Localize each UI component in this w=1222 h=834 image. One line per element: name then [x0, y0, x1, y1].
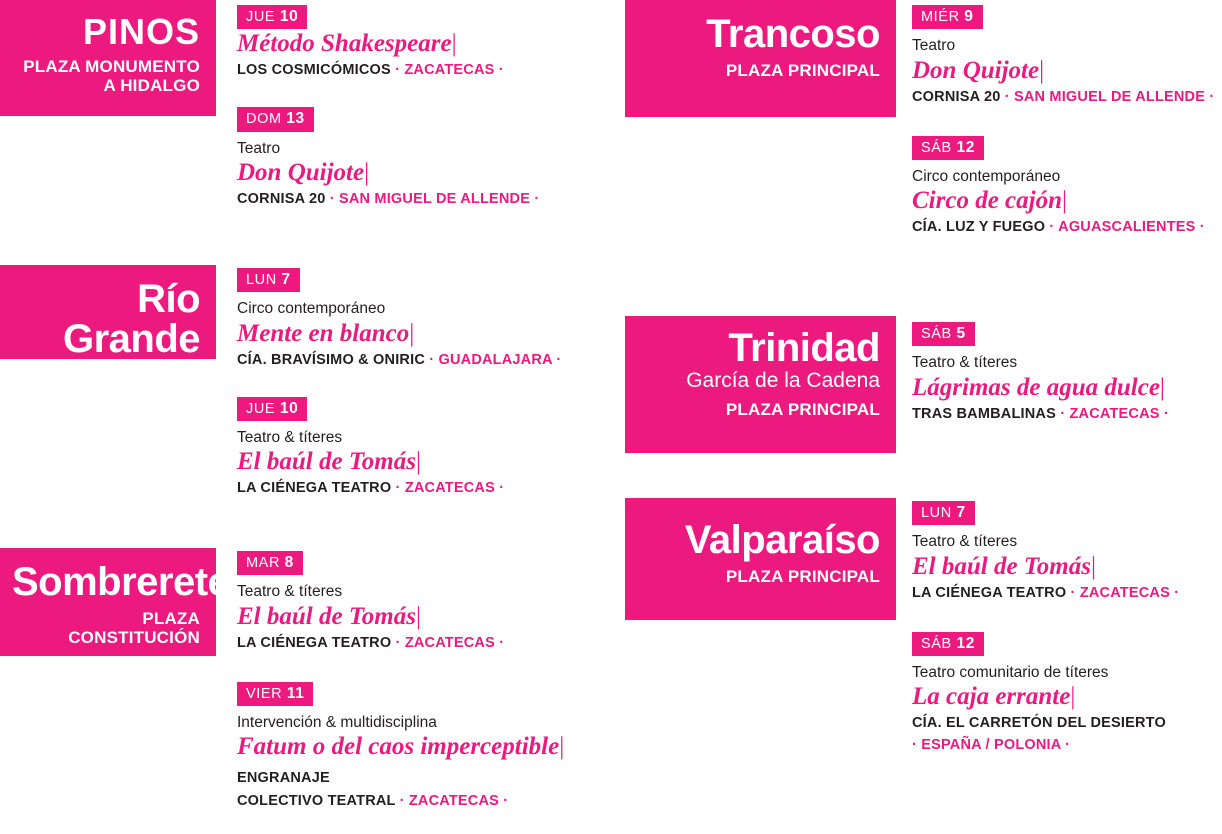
venue-header-pinos: [0, 0, 216, 116]
separator-dot: ·: [399, 793, 405, 810]
events-trinidad: [912, 322, 1222, 423]
event-genre: Circo contemporáneo: [912, 168, 1061, 186]
date-badge: [237, 5, 307, 29]
date-badge: [237, 268, 300, 292]
event-title: El baúl de Tomás|: [237, 448, 421, 476]
separator-dot: ·: [395, 634, 401, 651]
event-company: LA CIÉNEGA TEATRO · ZACATECAS ·: [912, 584, 1180, 601]
date-badge: [912, 632, 984, 656]
event-genre: Teatro comunitario de títeres: [912, 664, 1109, 682]
venue-name: Valparaíso: [684, 518, 880, 562]
event-genre: Teatro & títeres: [237, 429, 343, 447]
event-origin: ZACATECAS: [404, 480, 495, 497]
event-origin: ZACATECAS: [1069, 405, 1160, 422]
venue-place: PLAZA PRINCIPAL: [725, 567, 880, 586]
events-trancoso: [912, 5, 1222, 237]
date-day: LUN: [921, 505, 952, 521]
title-bar: |: [364, 159, 370, 187]
title-bar: |: [415, 602, 421, 630]
events-pinos: [237, 5, 597, 208]
separator-dot: ·: [498, 62, 504, 79]
title-bar: |: [409, 319, 415, 347]
event-title: Circo de cajón|: [912, 187, 1068, 215]
venue-header-rio-grande: [0, 265, 216, 385]
event-company: LA CIÉNEGA TEATRO · ZACATECAS ·: [237, 480, 505, 497]
date-day: DOM: [246, 111, 282, 128]
event-title: Lágrimas de agua dulce|: [912, 373, 1165, 401]
separator-dot: ·: [395, 62, 401, 79]
date-number: 11: [286, 684, 305, 702]
date-badge: [237, 551, 303, 575]
event-title: Don Quijote|: [912, 56, 1045, 84]
event-genre: Intervención & multidisciplina: [237, 714, 437, 732]
event-origin: ZACATECAS: [1079, 584, 1170, 601]
date-day: JUE: [246, 400, 276, 417]
date-day: LUN: [246, 272, 277, 288]
title-bar: |: [415, 448, 421, 476]
date-day: SÁB: [921, 326, 952, 342]
separator-dot: ·: [503, 793, 509, 810]
separator-dot: ·: [1070, 584, 1076, 601]
separator-dot: ·: [1004, 88, 1010, 105]
event-origin-line: [912, 736, 1222, 754]
event-item[interactable]: [237, 551, 597, 652]
event-origin: ZACATECAS: [404, 634, 495, 651]
date-number: 12: [956, 634, 975, 652]
title-bar: |: [1039, 56, 1045, 84]
event-item[interactable]: [912, 501, 1222, 602]
separator-dot: ·: [556, 351, 562, 368]
date-number: 8: [284, 554, 294, 571]
event-title: Don Quijote|: [237, 159, 370, 187]
date-day: MIÉR: [921, 9, 960, 25]
date-number: 9: [964, 8, 974, 25]
venue-place: PLAZA PRINCIPAL: [725, 399, 880, 419]
date-number: 7: [956, 504, 966, 521]
event-title: Método Shakespeare|: [237, 30, 457, 58]
separator-dot: ·: [1199, 219, 1205, 236]
event-item[interactable]: [912, 322, 1222, 423]
date-badge: [912, 322, 975, 346]
separator-dot: ·: [329, 191, 335, 208]
date-day: MAR: [246, 555, 281, 571]
event-item[interactable]: [237, 268, 597, 369]
event-company: LA CIÉNEGA TEATRO · ZACATECAS ·: [237, 634, 505, 651]
event-title: Fatum o del caos imperceptible| ENGRANAJE: [237, 733, 565, 787]
event-company: CÍA. LUZ Y FUEGO · AGUASCALIENTES ·: [912, 219, 1205, 236]
right-column: [611, 0, 1222, 834]
date-number: 12: [956, 138, 975, 156]
event-genre: Teatro & títeres: [912, 533, 1018, 551]
date-number: 7: [281, 271, 291, 288]
event-origin: ZACATECAS: [404, 62, 495, 79]
separator-dot: ·: [1209, 88, 1215, 105]
venue-place: PLAZA MONUMENTO A HIDALGO: [23, 57, 200, 95]
event-genre: Teatro & títeres: [237, 583, 343, 601]
event-genre: Teatro: [912, 37, 956, 55]
separator-dot: ·: [912, 736, 918, 753]
separator-dot: ·: [1049, 219, 1055, 236]
event-company: LOS COSMICÓMICOS · ZACATECAS ·: [237, 62, 504, 79]
date-badge: [912, 501, 975, 525]
venue-name: PINOS: [82, 11, 200, 52]
separator-dot: ·: [1174, 584, 1180, 601]
event-title: El baúl de Tomás|: [237, 602, 421, 630]
venue-name: Sombrerete: [12, 560, 230, 604]
date-badge: [912, 136, 984, 160]
event-origin: SAN MIGUEL DE ALLENDE: [338, 191, 531, 208]
event-company: CORNISA 20 · SAN MIGUEL DE ALLENDE ·: [912, 88, 1215, 105]
venue-name: Trinidad: [728, 326, 880, 370]
date-day: VIER: [246, 685, 283, 702]
event-company: COLECTIVO TEATRAL · ZACATECAS ·: [237, 793, 509, 810]
event-genre: Circo contemporáneo: [237, 300, 386, 318]
venue-header-trinidad: [625, 316, 896, 453]
title-bar: |: [1159, 373, 1165, 401]
event-company: CORNISA 20 · SAN MIGUEL DE ALLENDE ·: [237, 191, 540, 208]
event-origin: ZACATECAS: [408, 793, 499, 810]
title-bar: |: [559, 733, 565, 761]
date-number: 10: [279, 399, 299, 417]
separator-dot: ·: [395, 480, 401, 497]
separator-dot: ·: [1163, 405, 1169, 422]
event-origin: GUADALAJARA: [438, 351, 553, 368]
venue-header-trancoso: [625, 0, 896, 117]
date-badge: [237, 682, 313, 706]
title-bar: |: [451, 30, 457, 58]
event-origin: AGUASCALIENTES: [1058, 219, 1196, 236]
title-bar: |: [1090, 552, 1096, 580]
venue-name: Río Grande: [62, 277, 200, 361]
venue-name: Trancoso: [706, 12, 880, 56]
date-day: JUE: [246, 9, 276, 25]
event-company: CÍA. BRAVÍSIMO & ONIRIC · GUADALAJARA ·: [237, 351, 562, 368]
date-badge: [237, 397, 307, 421]
event-item[interactable]: [912, 632, 1222, 754]
event-title: El baúl de Tomás|: [912, 552, 1096, 580]
event-company: TRAS BAMBALINAS · ZACATECAS ·: [912, 405, 1169, 422]
separator-dot: ·: [499, 480, 505, 497]
event-genre: Teatro & títeres: [912, 354, 1018, 372]
event-inline-company: ENGRANAJE: [237, 770, 330, 787]
date-number: 10: [279, 8, 299, 25]
event-item[interactable]: [237, 397, 597, 498]
separator-dot: ·: [1060, 405, 1066, 422]
events-sombrerete: [237, 551, 597, 811]
date-number: 5: [956, 325, 966, 342]
title-bar: |: [1062, 187, 1068, 215]
venue-subtitle: García de la Cadena: [686, 369, 880, 392]
event-origin: SAN MIGUEL DE ALLENDE: [1013, 88, 1206, 105]
venue-header-valparaiso: [625, 498, 896, 620]
event-item[interactable]: [237, 107, 597, 208]
date-day: SÁB: [921, 139, 952, 156]
event-title: Mente en blanco|: [237, 319, 415, 347]
event-origin: ESPAÑA / POLONIA: [921, 736, 1061, 753]
events-rio-grande: [237, 268, 597, 498]
separator-dot: ·: [499, 634, 505, 651]
title-bar: |: [1070, 683, 1076, 711]
date-day: SÁB: [921, 635, 952, 652]
event-item[interactable]: [237, 682, 597, 811]
date-badge: [237, 107, 314, 131]
separator-dot: ·: [534, 191, 540, 208]
event-genre: Teatro: [237, 139, 281, 157]
event-item[interactable]: [912, 136, 1222, 237]
event-item[interactable]: [237, 5, 597, 79]
events-valparaiso: [912, 501, 1222, 754]
separator-dot: ·: [1065, 736, 1071, 753]
separator-dot: ·: [429, 351, 435, 368]
event-company: CÍA. EL CARRETÓN DEL DESIERTO: [912, 715, 1166, 732]
venue-header-sombrerete: [0, 548, 230, 656]
date-badge: [912, 5, 983, 29]
venue-place: PLAZA CONSTITUCIÓN: [68, 609, 200, 647]
venue-place: PLAZA PRINCIPAL: [45, 366, 200, 385]
event-item[interactable]: [912, 5, 1222, 106]
date-number: 13: [286, 110, 305, 128]
venue-place: PLAZA PRINCIPAL: [725, 61, 880, 80]
event-title: La caja errante|: [912, 683, 1076, 711]
